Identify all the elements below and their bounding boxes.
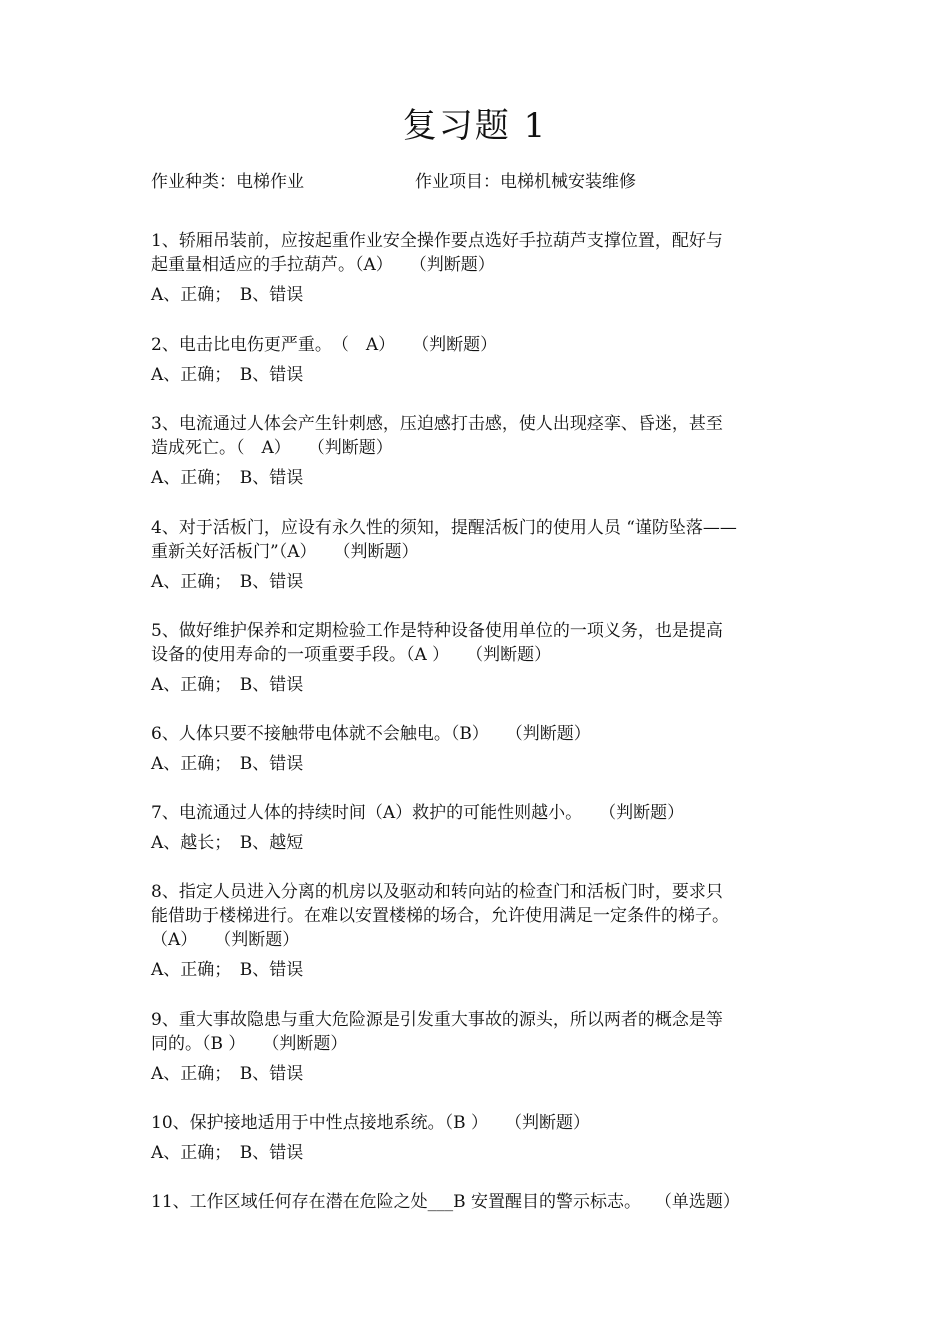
- question-options: A、正确； B、错误: [151, 1064, 304, 1084]
- work-item: 作业项目：电梯机械安装维修: [415, 172, 636, 192]
- question-text: 9、重大事故隐患与重大危险源是引发重大事故的源头，所以两者的概念是等 同的。（B ） （判断题）: [151, 1010, 723, 1054]
- question-options: A、正确； B、错误: [151, 285, 304, 305]
- question-options: A、正确； B、错误: [151, 365, 304, 385]
- question-item: [151, 229, 811, 307]
- question-item: [151, 412, 811, 490]
- question-options: A、正确； B、错误: [151, 754, 304, 774]
- question-text: 11、工作区域任何存在潜在危险之处___B 安置醒目的警示标志。 （单选题）: [151, 1192, 740, 1212]
- question-text: 6、人体只要不接触带电体就不会触电。（B） （判断题）: [151, 724, 591, 744]
- question-item: [151, 516, 811, 594]
- question-item: [151, 1008, 811, 1086]
- question-item: [151, 333, 811, 387]
- question-item: [151, 880, 811, 982]
- question-text: 1、轿厢吊装前，应按起重作业安全操作要点选好手拉葫芦支撑位置，配好与 起重量相适应的手拉葫芦。（A） （判断题）: [151, 231, 723, 275]
- question-text: 7、电流通过人体的持续时间（A）救护的可能性则越小。 （判断题）: [151, 803, 685, 823]
- question-text: 4、对于活板门，应设有永久性的须知，提醒活板门的使用人员 “谨防坠落—— 重新关好活板门”（A） （判断题）: [151, 518, 737, 562]
- question-item: [151, 1111, 811, 1165]
- question-options: A、正确； B、错误: [151, 675, 304, 695]
- question-text: 8、指定人员进入分离的机房以及驱动和转向站的检查门和活板门时，要求只 能借助于楼梯进行。在难以安置楼梯的场合，允许使用满足一定条件的梯子。 （A） （判断题）: [151, 882, 729, 950]
- question-item: [151, 801, 811, 855]
- question-item: [151, 619, 811, 697]
- question-options: A、正确； B、错误: [151, 960, 304, 980]
- question-options: A、越长； B、越短: [151, 833, 304, 853]
- question-options: A、正确； B、错误: [151, 1143, 304, 1163]
- question-text: 2、电击比电伤更严重。 （ A） （判断题）: [151, 335, 498, 355]
- question-text: 5、做好维护保养和定期检验工作是特种设备使用单位的一项义务，也是提高 设备的使用寿命的一项重要手段。（A ） （判断题）: [151, 621, 723, 665]
- question-item: [151, 722, 811, 776]
- question-item: [151, 1190, 811, 1214]
- question-options: A、正确； B、错误: [151, 572, 304, 592]
- work-info: [151, 170, 636, 194]
- question-options: A、正确； B、错误: [151, 468, 304, 488]
- question-text: 10、保护接地适用于中性点接地系统。（B ） （判断题）: [151, 1113, 591, 1133]
- question-text: 3、电流通过人体会产生针刺感，压迫感打击感，使人出现痉挛、昏迷，甚至 造成死亡。（ A） （判断题）: [151, 414, 723, 458]
- work-type: 作业种类：电梯作业: [151, 172, 304, 192]
- page-title: 复习题 1: [402, 106, 548, 146]
